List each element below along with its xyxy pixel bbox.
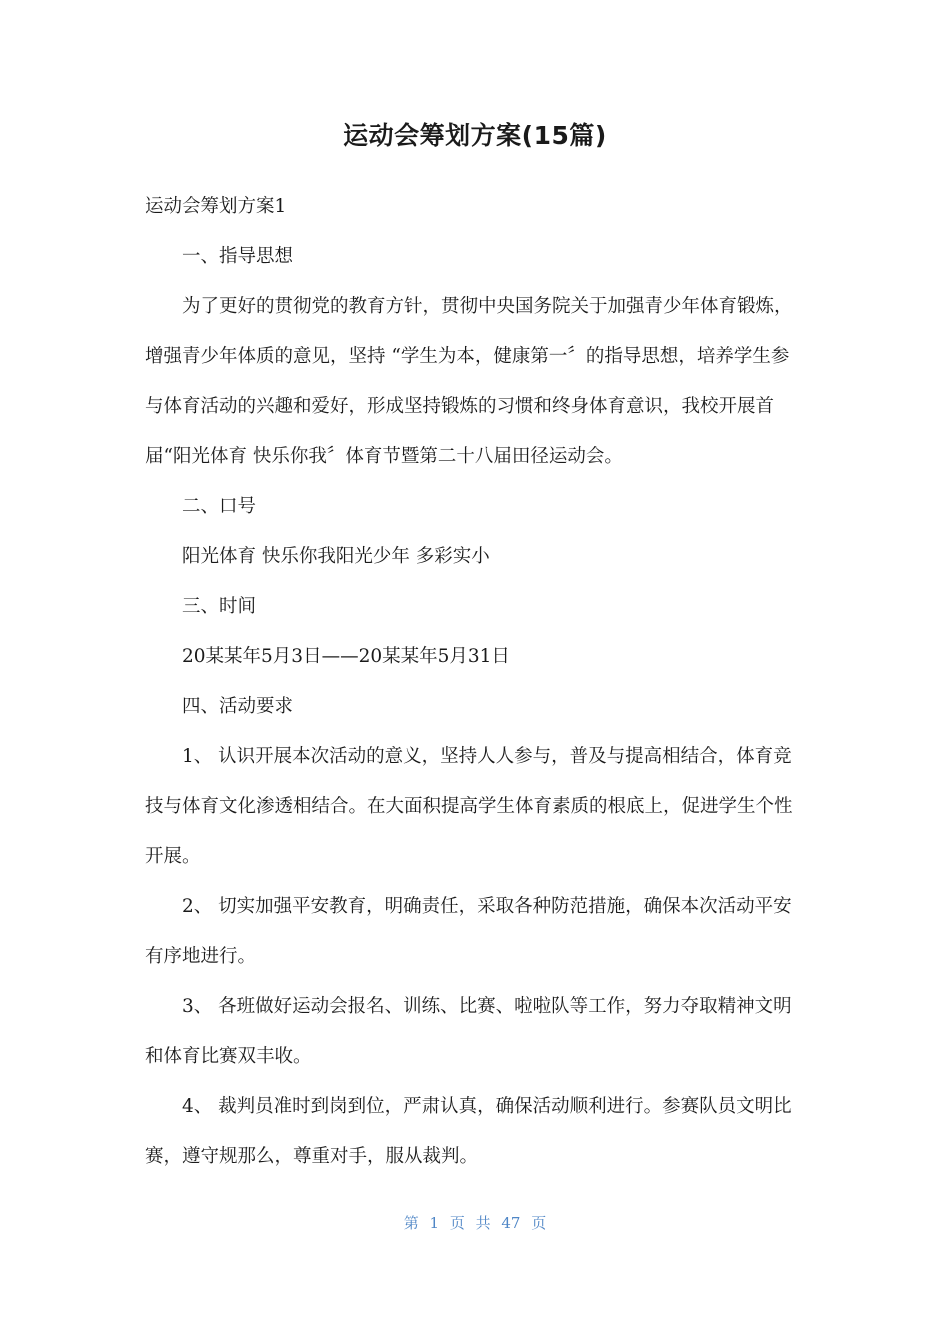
requirement-item-4: 4、 裁判员准时到岗到位，严肃认真，确保活动顺利进行。参赛队员文明比赛，遵守规那么，尊重对手，服从裁判。 <box>145 1096 792 1167</box>
heading-requirements: 四、活动要求 <box>182 696 294 717</box>
requirement-item-1: 1、 认识开展本次活动的意义，坚持人人参与，普及与提高相结合，体育竞技与体育文化渗透相结合。在大面积提高学生体育素质的根底上，促进学生个性开展。 <box>145 746 793 867</box>
document-title: 运动会筹划方案(15篇) <box>343 121 607 150</box>
document-body <box>145 182 805 1182</box>
paragraph-time: 20某某年5月3日——20某某年5月31日 <box>182 646 510 667</box>
paragraph-slogan: 阳光体育 快乐你我阳光少年 多彩实小 <box>182 546 490 567</box>
requirement-item-3: 3、 各班做好运动会报名、训练、比赛、啦啦队等工作，努力夺取精神文明和体育比赛双丰收。 <box>145 996 792 1067</box>
heading-guiding-ideology: 一、指导思想 <box>182 246 294 267</box>
paragraph-guiding-ideology: 为了更好的贯彻党的教育方针，贯彻中央国务院关于加强青少年体育锻炼，增强青少年体质的意见，坚持 “学生为本，健康第一〞的指导思想，培养学生参与体育活动的兴趣和爱好，形成坚持锻炼的习惯和终身体育意识，我校开展首届“阳光体育 快乐你我〞体育节暨第二十八届田径运动会。 <box>145 296 793 467</box>
heading-slogan: 二、口号 <box>182 496 257 517</box>
section-title: 运动会筹划方案1 <box>145 196 287 217</box>
requirement-item-2: 2、 切实加强平安教育，明确责任，采取各种防范措施，确保本次活动平安有序地进行。 <box>145 896 792 967</box>
heading-time: 三、时间 <box>182 596 257 617</box>
page-number-footer: 第 1 页 共 47 页 <box>403 1214 547 1232</box>
